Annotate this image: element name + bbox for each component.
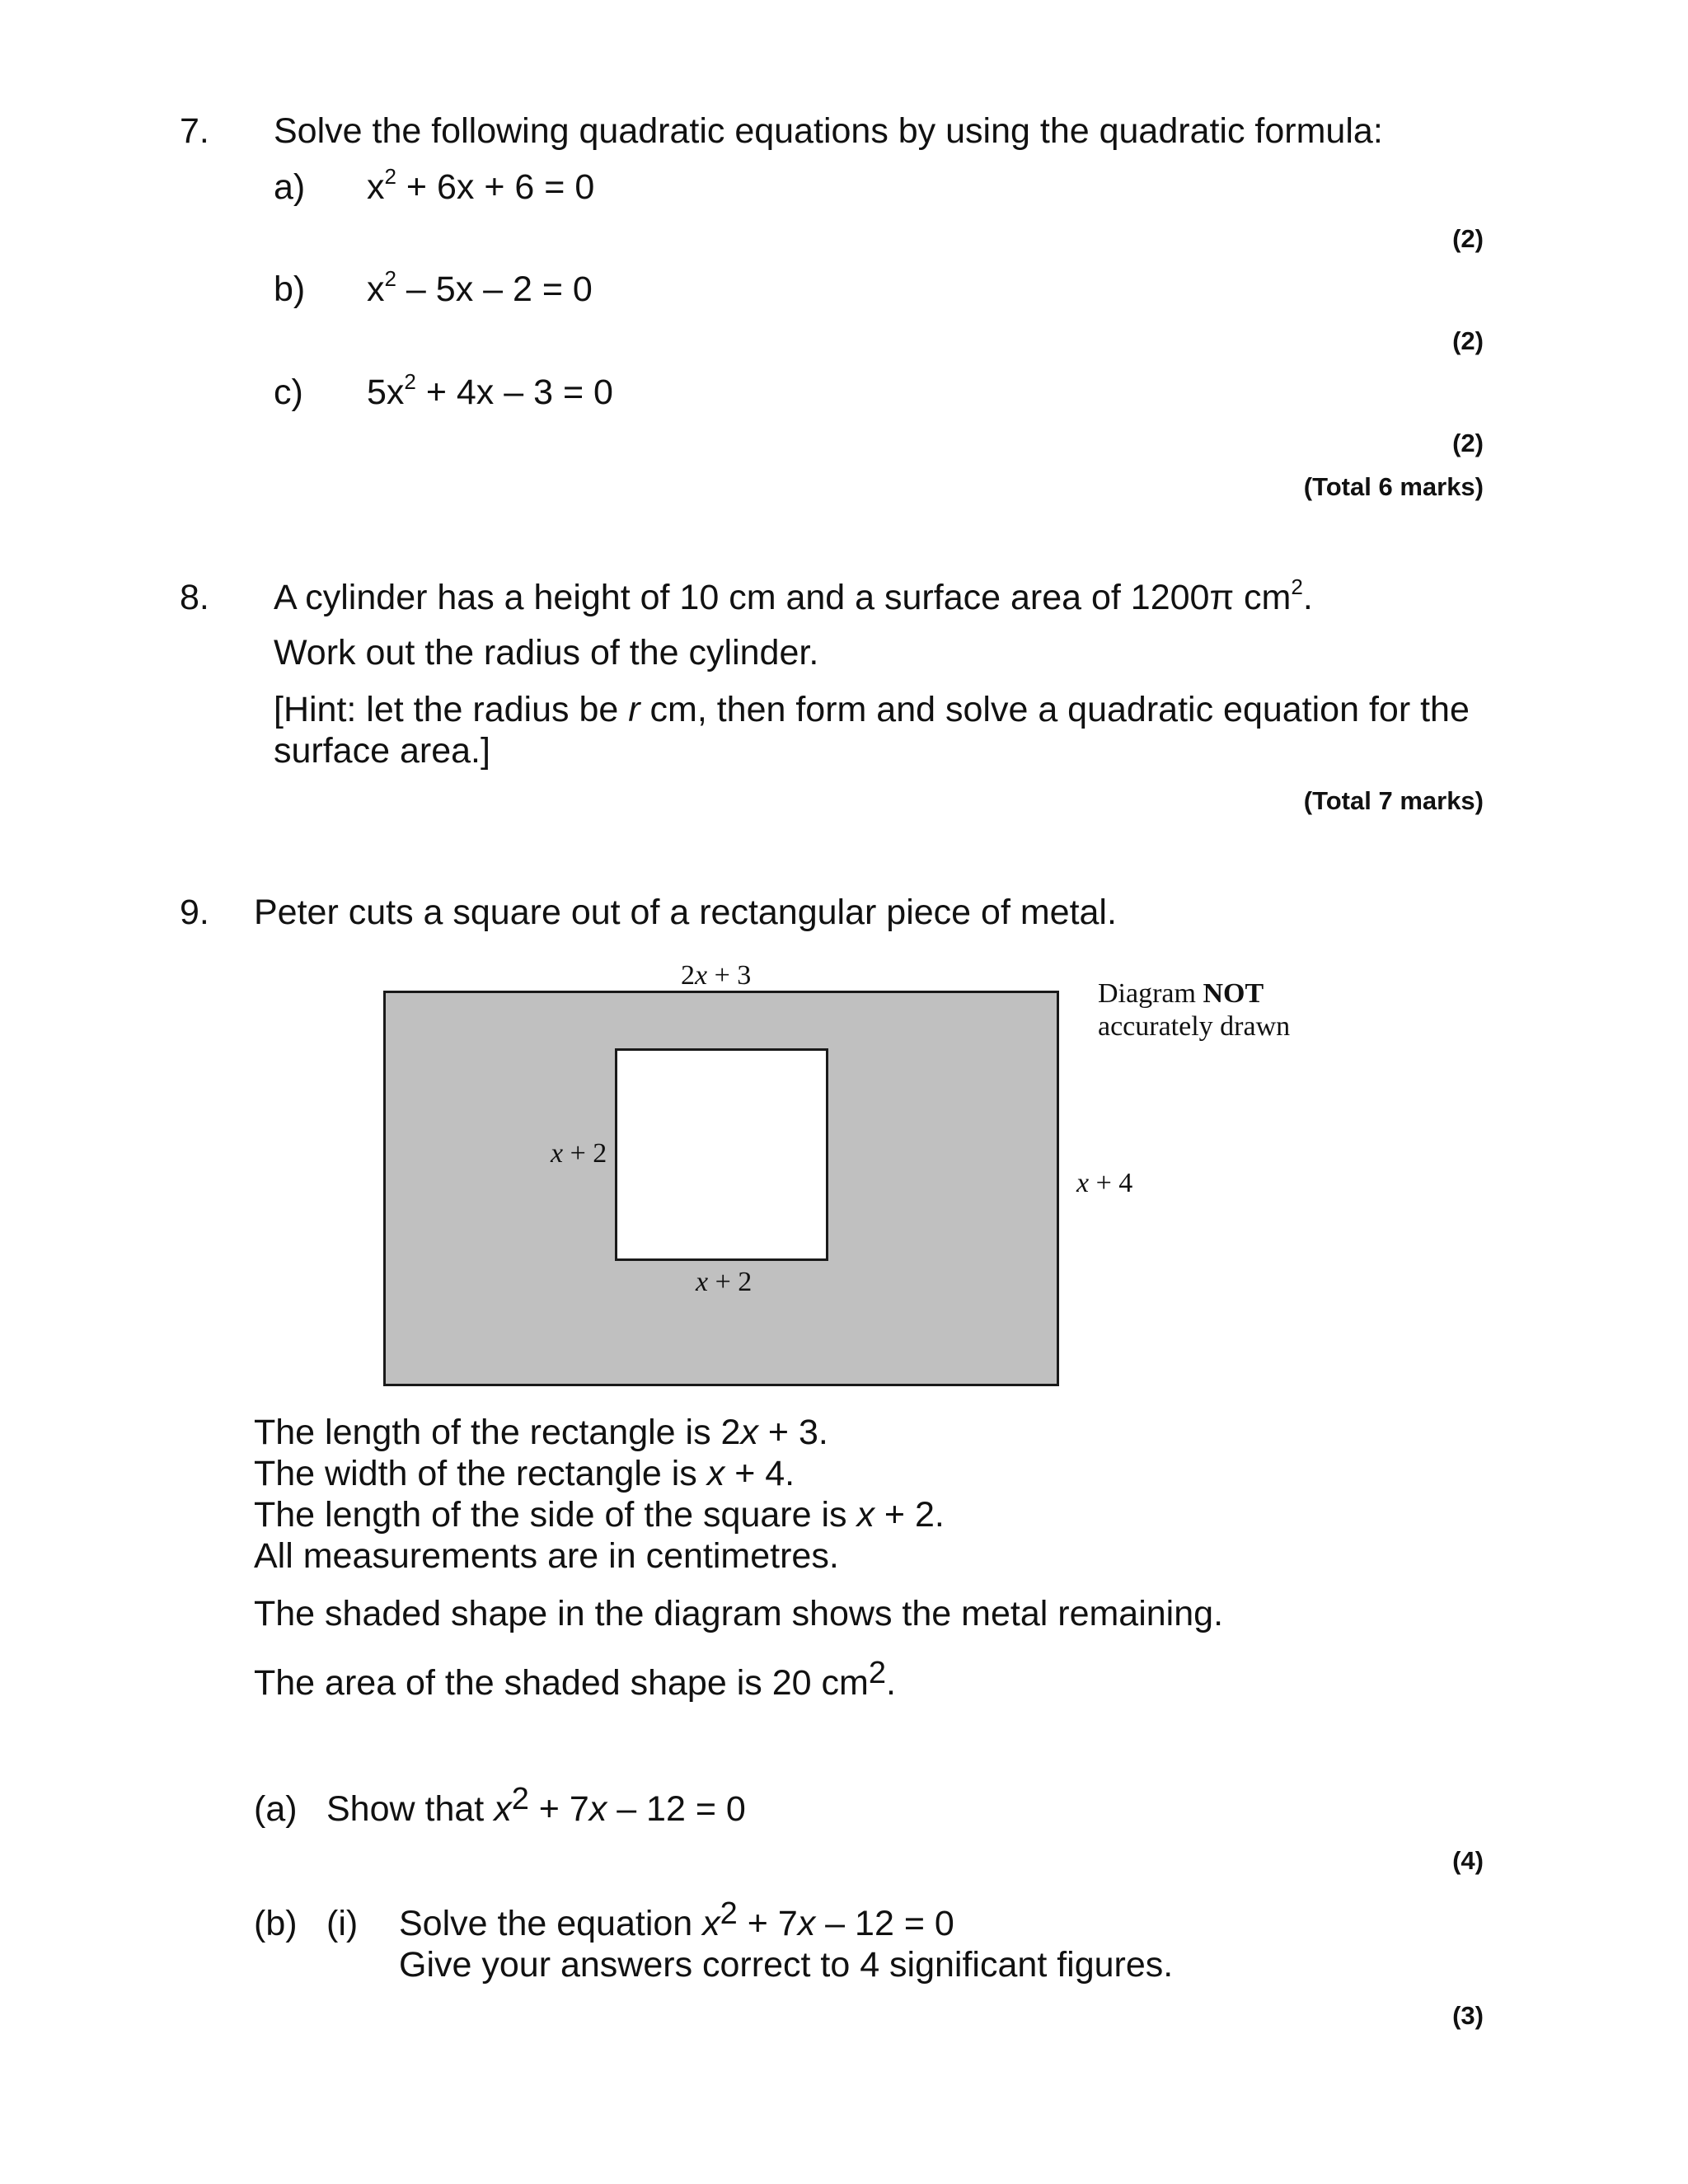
q9bi-text: Solve the equation $x^2 + 7x - 12 = 0$	[399, 1896, 954, 1943]
q7b-equation: $x^2 - 5x - 2 = 0$	[367, 266, 593, 309]
q7a-equation: $x^2 + 6x + 6 = 0$	[367, 164, 595, 207]
diagram-square-side-label: x + 2	[551, 1138, 607, 1169]
q8-line2: Work out the radius of the cylinder.	[274, 633, 819, 673]
q7a-marks: (2)	[1452, 224, 1484, 253]
diagram-square-bottom-label: x + 2	[696, 1267, 753, 1297]
q9bi-marks: (3)	[1452, 2001, 1484, 2030]
q9-fact-square: The length of the side of the square is x + 2.	[254, 1495, 945, 1535]
q7c-label: c)	[274, 373, 303, 412]
q9bi-instruction: Give your answers correct to 4 significant figures.	[399, 1945, 1174, 1985]
q8-total-marks: (Total 7 marks)	[1303, 786, 1484, 815]
q7-stem: Solve the following quadratic equations by using the quadratic formula:	[274, 111, 1383, 151]
q9bi-label: (i)	[326, 1904, 359, 1943]
q9a-marks: (4)	[1452, 1846, 1484, 1875]
q9-area-text: The area of the shaded shape is 20 $cm^2$.	[254, 1656, 896, 1703]
q9-stem: Peter cuts a square out of a rectangular piece of metal.	[254, 893, 1117, 932]
q9-number: 9.	[180, 893, 209, 932]
q7b-label: b)	[274, 269, 306, 309]
diagram-rectangle-length-label: 2x + 3	[681, 960, 752, 991]
q9-fact-width: The width of the rectangle is x + 4.	[254, 1454, 795, 1493]
q7-total-marks: (Total 6 marks)	[1303, 472, 1484, 501]
q7c-equation: $5x^2 + 4x - 3 = 0$	[367, 369, 613, 412]
diagram-rectangle-width-label: x + 4	[1076, 1168, 1133, 1198]
q9-shaded-text: The shaded shape in the diagram shows the metal remaining.	[254, 1594, 1224, 1633]
q9-fact-units: All measurements are in centimetres.	[254, 1536, 839, 1576]
q7a-label: a)	[274, 167, 306, 207]
q8-hint: [Hint: let the radius be r cm, then form and solve a quadratic equation for the surface area.]	[274, 690, 1470, 771]
q7c-marks: (2)	[1452, 429, 1484, 457]
diagram-note: Diagram NOT accurately drawn	[1098, 978, 1291, 1042]
q9a-text: Show that $x^2 + 7x - 12 = 0$	[326, 1782, 746, 1829]
cut-out-square	[615, 1048, 828, 1261]
q8-number: 8.	[180, 578, 209, 617]
q9a-label: (a)	[254, 1789, 298, 1829]
q9-fact-length: The length of the rectangle is 2x + 3.	[254, 1413, 828, 1452]
q7b-marks: (2)	[1452, 326, 1484, 355]
q9b-label: (b)	[254, 1904, 298, 1943]
q7-number: 7.	[180, 111, 209, 151]
q8-line1: A cylinder has a height of 10 cm and a surface area of 1200π $cm^2$.	[274, 574, 1313, 617]
